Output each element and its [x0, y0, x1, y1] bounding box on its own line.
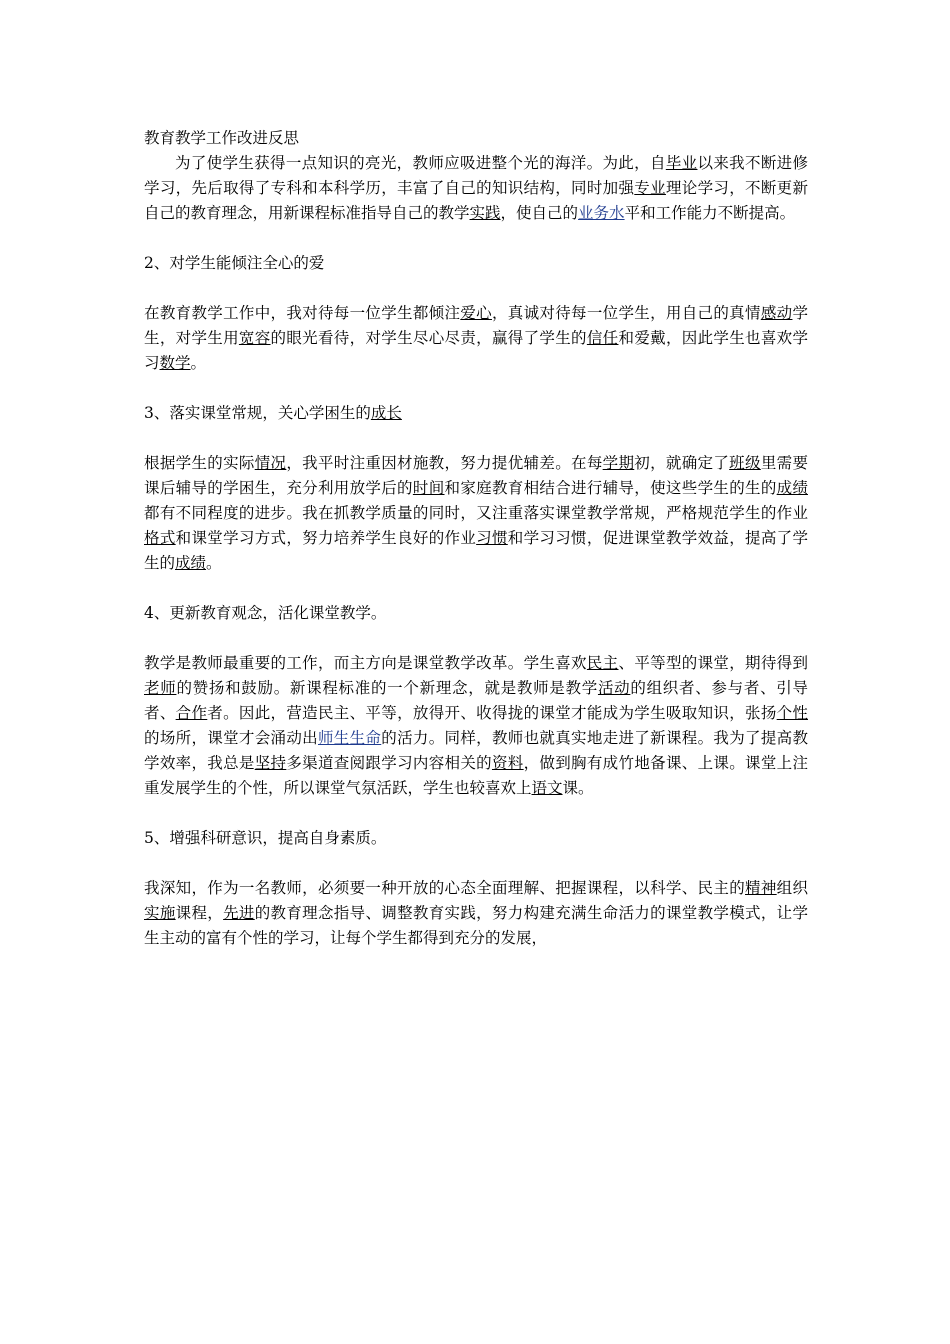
- paragraph-spacer: [144, 276, 808, 301]
- text-run: 组织: [776, 879, 808, 897]
- paragraph-spacer: [144, 851, 808, 876]
- text-run: 都有不同程度的进步。我在抓教学质量的同时，又注重落实课堂教学常规，严格规范学生的作业: [144, 504, 808, 522]
- keyword-link[interactable]: 实践: [469, 204, 501, 222]
- text-run: 多渠道查阅跟学习内容相关的: [286, 754, 492, 772]
- keyword-link[interactable]: 语文: [531, 779, 563, 797]
- text-run: 和课堂学习方式，努力培养学生良好的作业: [175, 529, 477, 547]
- text-run: 的活力。同样，教师也就真实地走进了新课程。我为了提高教学效率，我总是: [144, 729, 808, 772]
- text-run: 的赞扬和鼓励。新课程标准的一个新理念，就是教师是教学: [176, 679, 598, 697]
- paragraph-spacer: [144, 226, 808, 251]
- text-run: 3、落实课堂常规，关心学困生的: [144, 404, 371, 422]
- section-heading: [144, 401, 808, 426]
- keyword-link[interactable]: 宽容: [238, 329, 271, 347]
- text-run: 平和工作能力不断提高。: [624, 204, 796, 222]
- keyword-link[interactable]: 情况: [254, 454, 287, 472]
- section-heading: [144, 601, 808, 626]
- text-run: 的教育理念指导、调整教育实践，努力构建充满生命活力的课堂教学模式，让学生主动的富有个性的学习，让每个学生都得到充分的发展，: [144, 904, 808, 947]
- paragraph: [144, 651, 808, 801]
- text-run: 根据学生的实际: [144, 454, 255, 472]
- text-run: ，真诚对待每一位学生，用自己的真情: [491, 304, 761, 322]
- keyword-link[interactable]: 资料: [491, 754, 524, 772]
- text-run: 我深知，作为一名教师，必须要一种开放的心态全面理解、把握课程，以科学、民主的: [144, 879, 746, 897]
- paragraph-spacer: [144, 576, 808, 601]
- keyword-link[interactable]: 信任: [586, 329, 619, 347]
- keyword-link[interactable]: 习惯: [476, 529, 508, 547]
- text-run: 。: [206, 554, 222, 572]
- keyword-link[interactable]: 成长: [370, 404, 402, 422]
- text-run: 和爱戴，因此学生也喜欢学习: [144, 329, 808, 372]
- text-run: 4、更新教育观念，活化课堂教学。: [144, 604, 387, 622]
- keyword-link[interactable]: 时间: [412, 479, 445, 497]
- text-run: 以来我不断进修学习，先后取得了专科和本科学历，丰富了自己的知识结构，同时加强: [144, 154, 808, 197]
- keyword-link[interactable]: 毕业: [665, 154, 698, 172]
- text-run: 学生，对学生用: [144, 304, 808, 347]
- paragraph-spacer: [144, 376, 808, 401]
- text-run: ，使自己的: [500, 204, 579, 222]
- text-run: 初，就确定了: [634, 454, 730, 472]
- keyword-link[interactable]: 业务水: [578, 204, 625, 222]
- paragraph: [144, 301, 808, 376]
- paragraph: [144, 451, 808, 576]
- text-run: 课程，: [175, 904, 224, 922]
- text-run: 、平等型的课堂，期待得到: [618, 654, 808, 672]
- text-run: 5、增强科研意识，提高自身素质。: [144, 829, 387, 847]
- keyword-link[interactable]: 坚持: [254, 754, 287, 772]
- keyword-link[interactable]: 学期: [602, 454, 635, 472]
- keyword-link[interactable]: 感动: [760, 304, 793, 322]
- keyword-link[interactable]: 班级: [729, 454, 761, 472]
- section-heading: [144, 251, 808, 276]
- paragraph-spacer: [144, 801, 808, 826]
- paragraph-spacer: [144, 426, 808, 451]
- text-run: ，做到胸有成竹地备课、上课。课堂上注重发展学生的个性，所以课堂气氛活跃，学生也较喜欢上: [144, 754, 808, 797]
- keyword-link[interactable]: 合作: [175, 704, 208, 722]
- text-run: 的场所，课堂才会涌动出: [144, 729, 318, 747]
- text-run: 为了使学生获得一点知识的亮光，教师应吸进整个光的海洋。为此，自: [175, 154, 666, 172]
- text-run: 教学是教师最重要的工作，而主方向是课堂教学改革。学生喜欢: [144, 654, 587, 672]
- keyword-link[interactable]: 老师: [144, 679, 177, 697]
- text-run: 者。因此，营造民主、平等，放得开、收得拢的课堂才能成为学生吸取知识，张扬: [207, 704, 777, 722]
- paragraph: [144, 876, 808, 951]
- keyword-link[interactable]: 成绩: [776, 479, 808, 497]
- text-run: 和家庭教育相结合进行辅导，使这些学生的生的: [444, 479, 777, 497]
- text-run: ，我平时注重因材施教，努力提优辅差。在每: [286, 454, 603, 472]
- keyword-link[interactable]: 格式: [144, 529, 176, 547]
- document-title: 教育教学工作改进反思: [144, 129, 300, 147]
- text-run: 的组织者、参与者、引导者、: [144, 679, 808, 722]
- text-run: 2、对学生能倾注全心的爱: [144, 254, 325, 272]
- text-run: 的眼光看待，对学生尽心尽责，赢得了学生的: [270, 329, 587, 347]
- text-run: 在教育教学工作中，我对待每一位学生都倾注: [144, 304, 461, 322]
- keyword-link[interactable]: 活动: [597, 679, 631, 697]
- text-run: 里需要课后辅导的学困生，充分利用放学后的: [144, 454, 808, 497]
- keyword-link[interactable]: 民主: [586, 654, 619, 672]
- keyword-link[interactable]: 师生生命: [317, 729, 382, 747]
- document-page: [144, 126, 808, 951]
- keyword-link[interactable]: 数学: [159, 354, 191, 372]
- document-body: [144, 151, 808, 951]
- keyword-link[interactable]: 爱心: [460, 304, 492, 322]
- keyword-link[interactable]: 个性: [776, 704, 808, 722]
- text-run: 理论学习，不断更新自己的教育理念，用新课程标准指导自己的教学: [144, 179, 808, 222]
- paragraph: [144, 151, 808, 226]
- keyword-link[interactable]: 实施: [144, 904, 176, 922]
- text-run: 和学习习惯，促进课堂教学效益，提高了学生的: [144, 529, 808, 572]
- keyword-link[interactable]: 精神: [745, 879, 777, 897]
- keyword-link[interactable]: 先进: [223, 904, 255, 922]
- text-run: 。: [190, 354, 207, 372]
- text-run: 课。: [562, 779, 594, 797]
- section-heading: [144, 826, 808, 851]
- keyword-link[interactable]: 成绩: [175, 554, 207, 572]
- paragraph-spacer: [144, 626, 808, 651]
- keyword-link[interactable]: 专业: [634, 179, 666, 197]
